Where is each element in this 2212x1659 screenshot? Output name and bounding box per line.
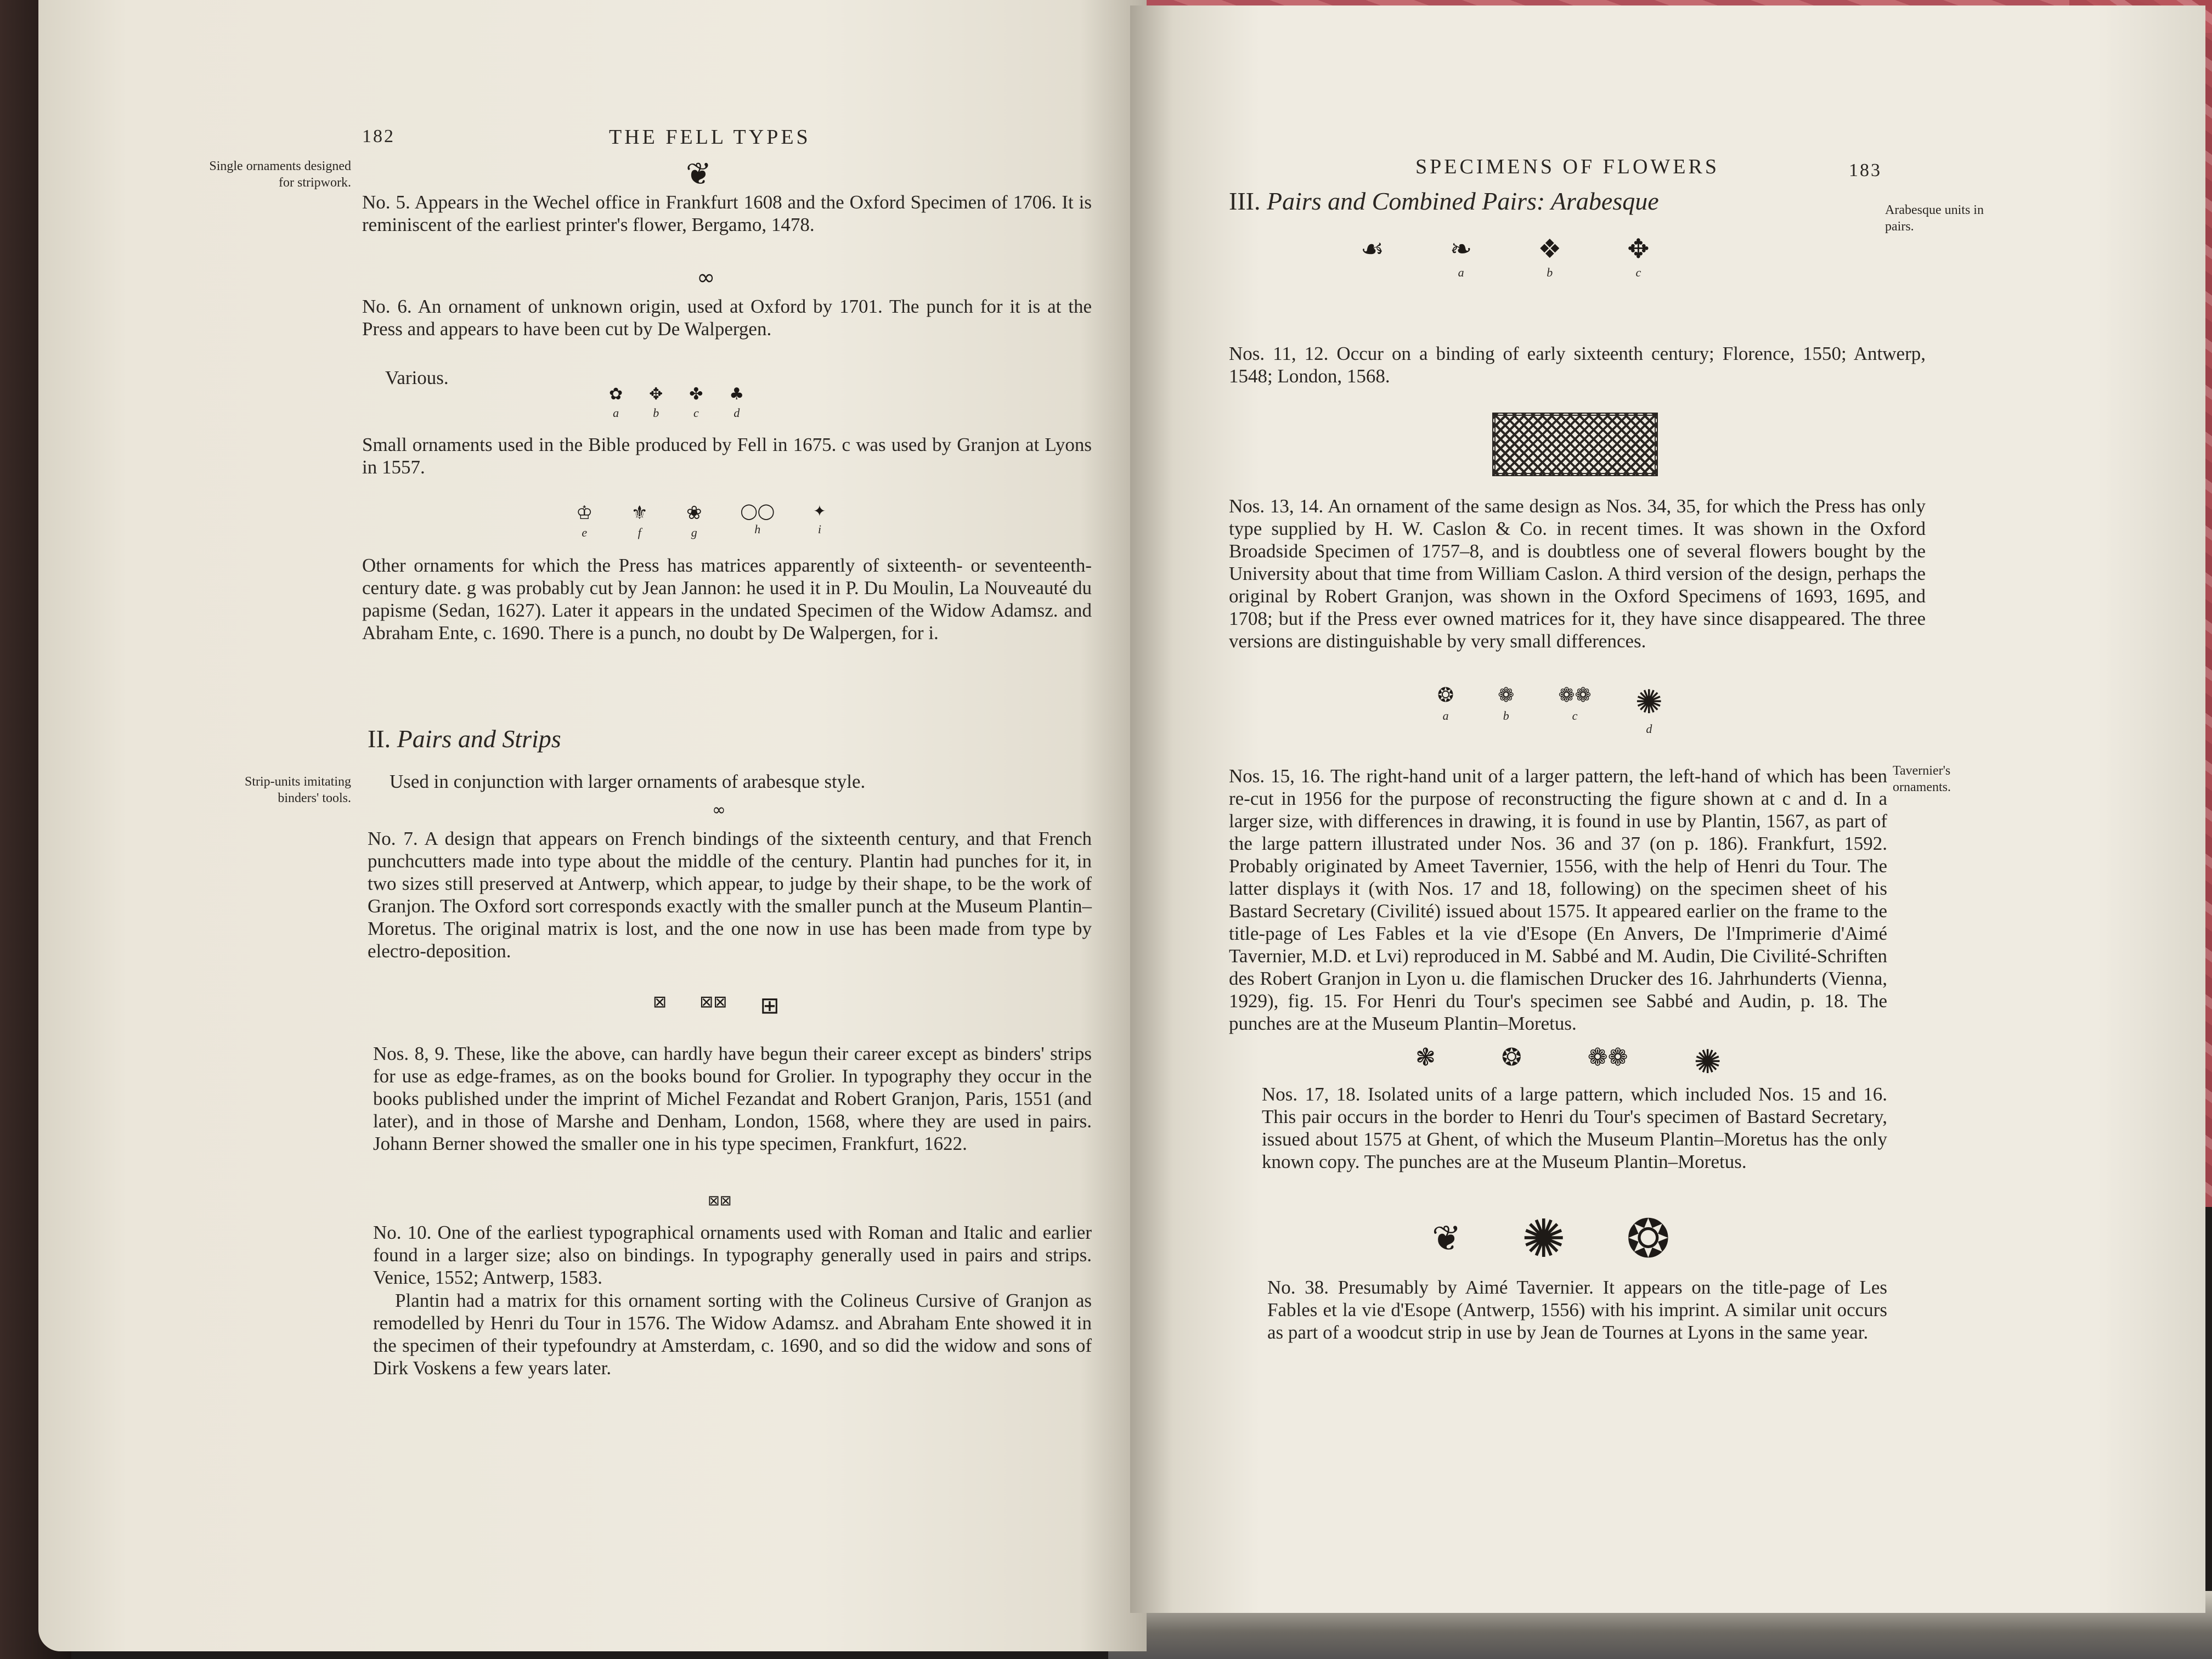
paragraph-no7: No. 7. A design that appears on French bindings of the sixteenth century, and that French punchcutters made into type about the middle of the century. Plantin had punches for it, in two sizes still preserved at Antwerp, which appear, to judge by their shape, to be the work of Granjon. The Oxford sort corresponds exactly with the smaller punch at the Museum Plantin–Moretus. The original matrix is lost, and the one now in use has been made from type by electro-deposition. <box>368 828 1092 962</box>
ornament-a-label: a <box>613 406 619 420</box>
ornament-11-12-a <box>1450 236 1472 280</box>
ornament-11-12-c-glyph: ✥ <box>1627 234 1650 264</box>
ornament-no89-combined-glyph: ⊞ <box>760 992 780 1019</box>
ornament-11-12-a-glyph: ❧ <box>1450 234 1472 264</box>
ornament-b-glyph: ✥ <box>649 385 663 404</box>
margin-note-arabesque: Arabesque units in pairs. <box>1885 203 1984 234</box>
ornament-b-label: b <box>653 406 659 420</box>
ornaments-no8-9 <box>653 994 780 1017</box>
ornament-no6-glyph: ∞ <box>697 265 715 290</box>
ornament-f <box>631 504 647 540</box>
ornament-no10 <box>708 1194 732 1208</box>
ornament-no8-glyph: ⊠ <box>653 992 667 1012</box>
paragraph-no11-12: Nos. 11, 12. Occur on a binding of early sixteenth century; Florence, 1550; Antwerp, 1548; London, 1568. <box>1229 343 1926 387</box>
ornament-a-glyph: ✿ <box>609 385 623 404</box>
paragraph-no5: No. 5. Appears in the Wechel office in Frankfurt 1608 and the Oxford Specimen of 1706. It is reminiscent of the earliest printer's flower, Bergamo, 1478. <box>362 191 1092 235</box>
section-2-heading <box>368 724 561 753</box>
ornaments-no15-16 <box>1437 683 1663 736</box>
ornament-no7 <box>712 802 726 819</box>
margin-note-taverniers: Tavernier's ornaments. <box>1893 764 1951 794</box>
ornament-c-label: c <box>693 406 699 420</box>
ornament-11-12-b-glyph: ❖ <box>1538 234 1562 264</box>
ornament-15-16-c-glyph: ❁❁ <box>1558 684 1592 707</box>
ornament-f-label: f <box>637 526 641 539</box>
ornament-g <box>686 504 702 540</box>
ornament-no5-glyph: ❦ <box>686 156 712 192</box>
ornament-11-12-c-label: c <box>1635 266 1641 279</box>
ornament-b <box>649 386 663 420</box>
paragraph-plantin: Plantin had a matrix for this ornament sorting with the Colineus Cursive of Granjon as remodelled by Henri du Tour in 1576. The Widow Adamsz. and Abraham Ente showed it in the specimen of their typefoundry at Amsterdam, c. 1690, and so did the widow and sons of Dirk Voskens a few years later. <box>373 1290 1092 1379</box>
ornament-no9-glyph: ⊠⊠ <box>699 992 727 1012</box>
section-3-heading <box>1229 187 1659 216</box>
paragraph-other-ornaments: Other ornaments for which the Press has matrices apparently of sixteenth- or seventeenth-century date. g was probably cut by Jean Jannon: he used it in P. Du Moulin, La Nouveauté du papisme (Sedan, 1627). Later it appears in the undated Specimen of the Widow Adamsz. and Abraham Ente, c. 1690. There is a punch, no doubt by De Walpergen, for i. <box>362 555 1092 644</box>
ornament-h-glyph: ◯◯ <box>740 502 775 520</box>
ornament-d-label: d <box>733 406 740 420</box>
paragraph-small-ornaments: Small ornaments used in the Bible produced by Fell in 1675. c was used by Granjon at Lyons in 1557. <box>362 434 1092 478</box>
ornaments-efghi <box>576 504 826 540</box>
margin-note-single-ornaments: Single ornaments designed for stripwork. <box>209 159 351 190</box>
ornament-11-12-a-label: a <box>1458 266 1464 279</box>
ornament-11-12-b <box>1538 236 1561 280</box>
ornament-g-glyph: ❀ <box>686 502 702 524</box>
ornament-c-glyph: ✤ <box>689 385 703 404</box>
right-running-head: SPECIMENS OF FLOWERS <box>1415 155 1719 178</box>
ornaments-no11-12 <box>1361 236 1650 280</box>
ornament-band-no13-14 <box>1492 413 1658 476</box>
ornaments-no38 <box>1432 1208 1671 1269</box>
paragraph-various: Various. <box>385 367 449 388</box>
left-folio: 182 <box>362 126 395 146</box>
ornament-no7-glyph: ∞ <box>712 800 726 820</box>
right-page <box>1130 5 2205 1613</box>
ornament-11-12-pair <box>1361 236 1384 266</box>
paragraph-no8-9: Nos. 8, 9. These, like the above, can hardly have begun their career except as binders' strips for use as edge-frames, as on the books bound for Grolier. In typography they occur in the books published under the imprint of Michel Fezandat and Robert Granjon, Paris, 1551 (and later), and in those of Marshe and Denham, London, 1568, where they are used in pairs. Johann Berner showed the smaller one in his type specimen, Frankfurt, 1622. <box>373 1043 1092 1154</box>
section-2-title: Pairs and Strips <box>397 725 561 753</box>
ornament-h <box>740 504 775 537</box>
ornament-11-12-b-label: b <box>1547 266 1553 279</box>
ornament-e-label: e <box>582 526 588 539</box>
ornament-15-16-d-label: d <box>1646 722 1652 736</box>
paragraph-used-in-conjunction: Used in conjunction with larger ornaments of arabesque style. <box>390 771 866 792</box>
ornament-no6 <box>697 267 715 289</box>
ornament-15-16-a-glyph: ❂ <box>1437 684 1454 707</box>
ornament-15-16-a-label: a <box>1442 709 1449 723</box>
ornament-h-label: h <box>754 522 761 536</box>
ornament-17-18-combined-glyph: ✺ <box>1694 1043 1722 1081</box>
ornaments-various-abcd <box>609 386 744 420</box>
ornament-g-label: g <box>691 526 697 539</box>
ornament-i-label: i <box>817 522 821 536</box>
ornament-15-16-b-label: b <box>1503 709 1509 723</box>
ornament-15-16-c <box>1558 686 1591 723</box>
ornaments-no17-18 <box>1415 1043 1722 1081</box>
ornament-38-right-glyph: ❂ <box>1626 1208 1671 1269</box>
section-3-title: Pairs and Combined Pairs: Arabesque <box>1266 187 1659 215</box>
ornament-e <box>576 504 592 540</box>
ornament-i <box>813 504 826 537</box>
section-3-number: III. <box>1229 187 1261 215</box>
ornament-15-16-b-glyph: ❁ <box>1498 684 1515 707</box>
ornament-15-16-a <box>1437 686 1454 723</box>
paragraph-no15-16: Nos. 15, 16. The right-hand unit of a larger pattern, the left-hand of which has been re-cut in 1956 for the purpose of reconstructing the figure shown at c and d. In a larger size, with differences in drawing, it is found in use by Plantin, 1567, as part of the large pattern illustrated under Nos. 36 and 37 (on p. 186). Frankfurt, 1592. Probably originated by Ameet Tavernier, 1556, with the help of Henri du Tour. The latter displays it (with Nos. 17 and 18, following) on the specimen sheet of his Bastard Secretary (Civilité) issued about 1575. It appeared earlier on the frame to the title-page of Les Fables et la vie d'Esope (En Anvers, De l'Imprimerie d'Aimé Tavernier, M.D. et Lvi) reproduced in M. Sabbé and M. Audin, Die Civilité-Schriften des Robert Granjon in Lyon u. die flamischen Drucker des 16. Jahrhunderts (Vienna, 1929), fig. 15. For Henri du Tour's specimen see Sabbé and Audin, p. 18. The punches are at the Museum Plantin–Moretus. <box>1229 765 1887 1034</box>
ornament-15-16-c-label: c <box>1572 709 1578 723</box>
ornament-15-16-d-glyph: ✺ <box>1635 683 1663 721</box>
paragraph-no6: No. 6. An ornament of unknown origin, used at Oxford by 1701. The punch for it is at the Press and appears to have been cut by De Walpergen. <box>362 296 1092 340</box>
ornament-18-glyph: ❂ <box>1501 1043 1522 1071</box>
paragraph-no38: No. 38. Presumably by Aimé Tavernier. It appears on the title-page of Les Fables et la vie d'Esope (Antwerp, 1556) with his imprint. A similar unit occurs as part of a woodcut strip in use by Jean de Tournes at Lyons in the same year. <box>1267 1277 1887 1343</box>
ornament-17-18-pair-glyph: ❁❁ <box>1587 1043 1628 1071</box>
ornament-15-16-d <box>1635 683 1663 736</box>
margin-note-strip-units: Strip-units imitating binders' tools. <box>244 775 351 805</box>
paragraph-no17-18: Nos. 17, 18. Isolated units of a large pattern, which included Nos. 15 and 16. This pair occurs in the border to Henri du Tour's specimen of Bastard Secretary, issued about 1575 at Ghent, of which the Museum Plantin–Moretus has the only known copy. The punches are at the Museum Plantin–Moretus. <box>1262 1084 1887 1172</box>
right-folio: 183 <box>1849 160 1882 180</box>
section-2-number: II. <box>368 725 391 753</box>
ornament-d <box>729 386 744 420</box>
ornament-no5 <box>686 156 712 192</box>
ornament-38-center-glyph: ✺ <box>1521 1208 1566 1269</box>
ornament-15-16-b <box>1498 686 1514 723</box>
ornament-d-glyph: ♣ <box>729 385 744 404</box>
ornament-c <box>689 386 703 420</box>
ornament-i-glyph: ✦ <box>813 502 826 520</box>
ornament-11-12-pair-glyph: ☙ <box>1361 234 1385 264</box>
ornament-e-glyph: ♔ <box>576 502 593 524</box>
ornament-f-glyph: ⚜ <box>631 502 648 524</box>
left-running-head: THE FELL TYPES <box>609 126 811 149</box>
paragraph-no10: No. 10. One of the earliest typographical ornaments used with Roman and Italic and earlier found in a larger size; also on bindings. In typography generally used in pairs and strips. Venice, 1552; Antwerp, 1583. <box>373 1222 1092 1288</box>
paragraph-no13-14: Nos. 13, 14. An ornament of the same design as Nos. 34, 35, for which the Press has only type supplied by H. W. Caslon & Co. in recent times. It was shown in the Oxford Broadside Specimen of 1757–8, and is doubtless one of several flowers bought by the University about that time from William Caslon. A third version of the design, perhaps the original by Robert Granjon, was shown in the Oxford Specimens of 1693, 1695, and 1708; but if the Press ever owned matrices for it, they have since disappeared. The three versions are distinguishable by very small differences. <box>1229 495 1926 652</box>
left-page <box>38 0 1147 1651</box>
ornament-11-12-c <box>1627 236 1649 280</box>
ornament-38-left-glyph: ❦ <box>1432 1218 1462 1259</box>
ornament-a <box>609 386 623 420</box>
ornament-no10-glyph: ⊠⊠ <box>708 1193 732 1209</box>
ornament-17-glyph: ❃ <box>1415 1043 1436 1071</box>
